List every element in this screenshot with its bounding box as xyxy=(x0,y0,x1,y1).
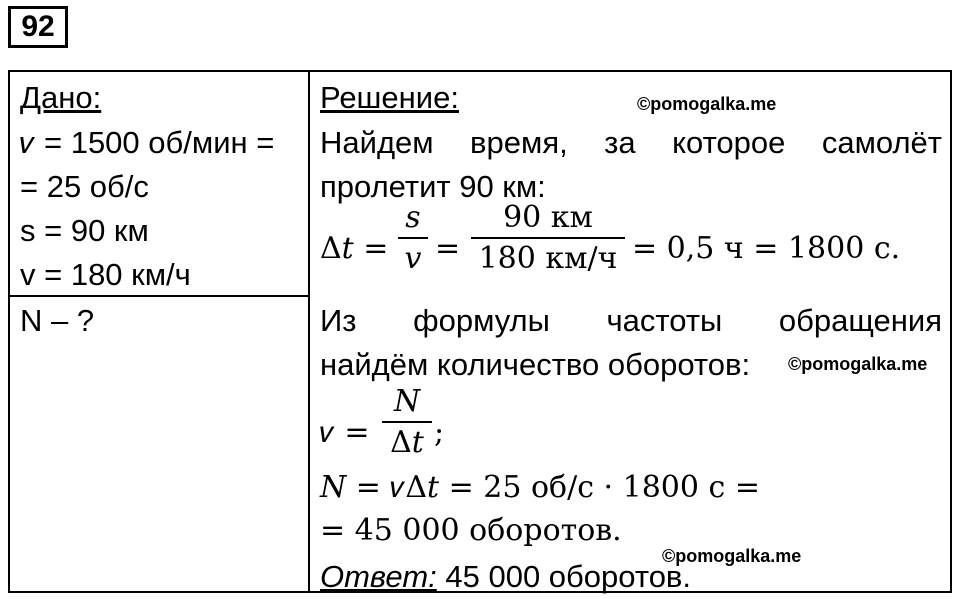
solution-line-4: найдём количество оборотов: xyxy=(320,347,751,382)
solution-line-3: Из формулы частоты обращения xyxy=(320,303,942,338)
problem-number: 92 xyxy=(8,6,68,48)
fraction-bar xyxy=(382,421,432,423)
eq1-frac2-numerator: 90 км xyxy=(503,200,593,235)
eq1-frac2-denominator: 180 км/ч xyxy=(478,241,618,276)
eq1-lhs: Δ𝑡 = xyxy=(320,231,389,266)
find-line: N – ? xyxy=(20,303,95,338)
eq2-denominator: Δ𝑡 xyxy=(390,425,424,460)
fraction-bar xyxy=(398,237,428,239)
eq1-equals: = xyxy=(435,231,461,266)
eq1-fraction-s-over-v xyxy=(398,200,428,276)
watermark: ©pomogalka.me xyxy=(788,354,928,374)
answer-value: 45 000 оборотов. xyxy=(436,559,692,594)
answer-label: Ответ: xyxy=(320,559,437,594)
given-divider xyxy=(10,295,308,297)
watermark: ©pomogalka.me xyxy=(662,546,802,566)
solution-table xyxy=(8,70,952,593)
eq1-frac1-numerator: 𝑠 xyxy=(405,200,421,235)
eq2-semicolon: ; xyxy=(434,415,445,450)
solution-line-2: пролетит 90 км: xyxy=(320,169,546,204)
eq3-line-1: 𝑁 = 𝜈Δ𝑡 = 25 об/с · 1800 с = xyxy=(320,470,760,505)
solution-header: Решение: xyxy=(320,80,459,115)
eq1-result: = 0,5 ч = 1800 с. xyxy=(632,231,901,266)
given-line-distance: s = 90 км xyxy=(20,213,149,248)
eq1-fraction-values xyxy=(471,200,625,276)
given-header: Дано: xyxy=(20,80,102,115)
given-line-speed: v = 180 км/ч xyxy=(20,257,191,292)
given-line-frequency: 𝜈 = 1500 об/мин = xyxy=(20,125,275,160)
fraction-bar xyxy=(471,237,625,239)
watermark: ©pomogalka.me xyxy=(637,94,777,114)
given-line-frequency-converted: = 25 об/с xyxy=(20,169,149,204)
eq2-numerator: 𝑁 xyxy=(393,384,421,419)
answer-line xyxy=(320,561,691,592)
solution-line-1: Найдем время, за которое самолёт xyxy=(320,125,942,160)
eq2-fraction xyxy=(382,384,432,460)
eq2-lhs: 𝜈 = xyxy=(320,415,370,450)
eq3-line-2: = 45 000 оборотов. xyxy=(320,513,622,548)
eq1-frac1-denominator: 𝑣 xyxy=(404,241,422,276)
column-divider xyxy=(308,72,310,591)
